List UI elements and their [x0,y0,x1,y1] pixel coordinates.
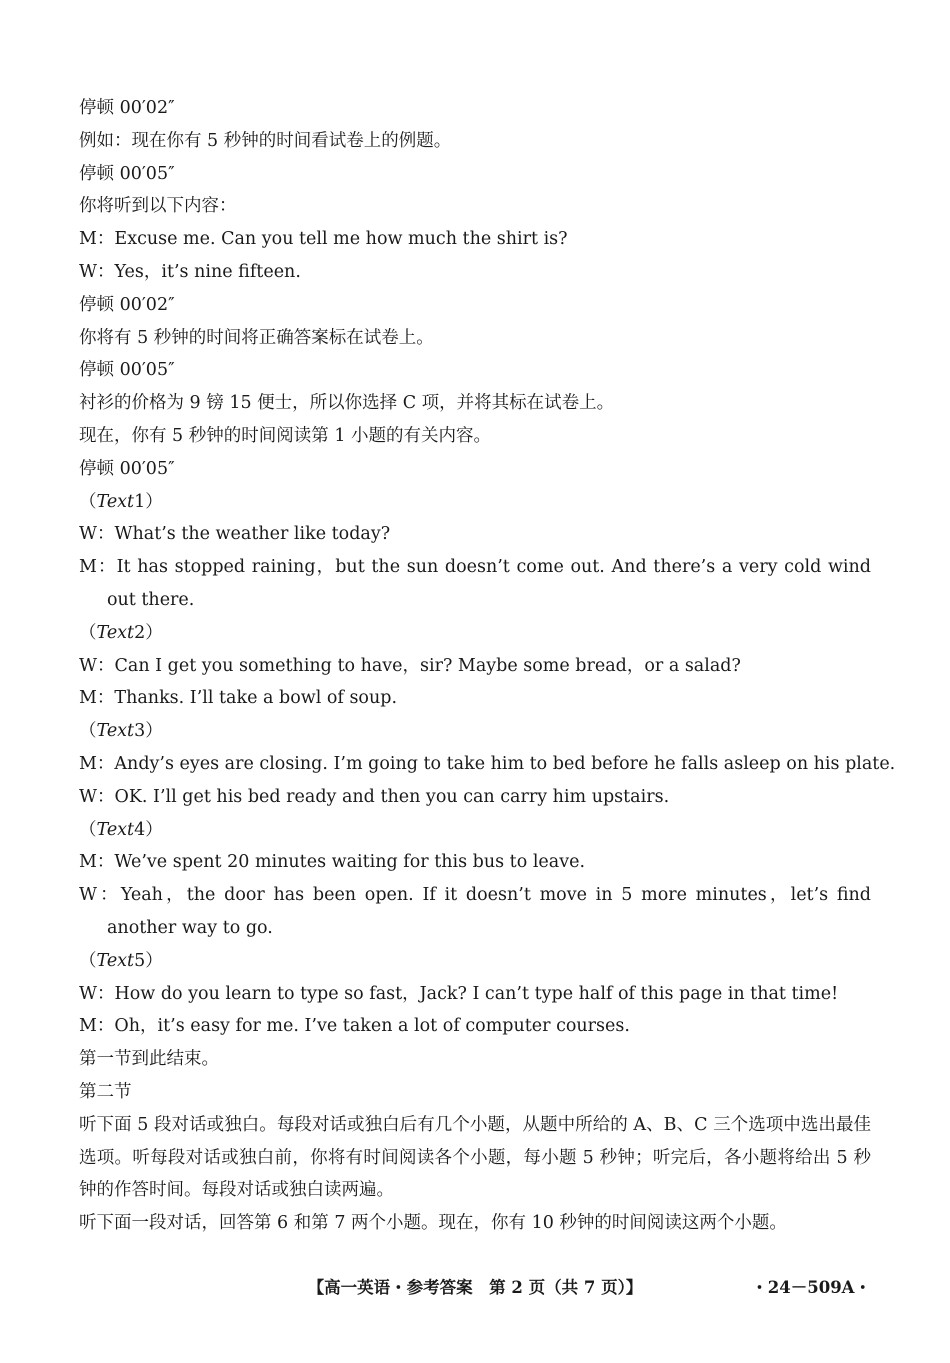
dialog-line [79,781,871,814]
text-line: 停顿 00′05″ [79,163,175,184]
speaker-separator: ： [97,655,115,676]
speaker-label: W [79,983,97,1004]
speaker-separator: ： [96,753,115,774]
speaker-label: W [79,885,97,906]
text-line: 第一节到此结束。 [79,1049,219,1070]
dialog-text: What’s the weather like today? [114,524,391,545]
speaker-separator: ： [96,229,115,250]
speaker-label: M [79,753,97,774]
dialog-line [79,748,896,781]
dialog-line [79,879,871,945]
text-section-label [79,617,871,650]
speaker-separator: ： [96,1016,115,1037]
dialog-text: How do you learn to type so fast，Jack? I can’t type half of this page in that time! [114,983,839,1004]
dialog-line [79,551,871,617]
dialog-text: Oh，it’s easy for me. I’ve taken a lot of computer courses. [114,1016,630,1037]
dialog-text: OK. I’ll get his bed ready and then you can carry him upstairs. [114,786,670,807]
dialog-text: Yes，it’s nine fifteen. [114,261,301,282]
text-line: 现在，你有 5 秒钟的时间阅读第 1 小题的有关内容。 [79,425,492,446]
dialog-wrap-body [79,551,871,617]
speaker-separator: ： [97,786,115,807]
dialog-line [79,1010,871,1043]
speaker-label: W [79,786,97,807]
speaker-separator: ： [96,852,115,873]
dialog-wrap-body [79,879,871,945]
text-label-num: 1 [134,491,146,512]
speaker-separator: ： [96,688,115,709]
text-label-label: Text [96,819,135,840]
dialog-text: Yeah，the door has been open. If it doesn’t move in 5 more minutes，let’s find another way to go. [107,885,871,938]
text-line: 第二节 [79,1081,132,1102]
speaker-label: W [79,261,97,282]
text-line: 停顿 00′05″ [79,360,175,381]
text-label-num: 2 [134,622,146,643]
speaker-separator: ： [97,524,115,545]
text-section-label [79,486,871,519]
instruction-paragraph: 听下面 5 段对话或独白。每段对话或独白后有几个小题，从题中所给的 A、B、C 三个选项中选出最佳选项。听每段对话或独白前，你将有时间阅读各个小题，每小题 5 秒钟；听完后，各小题将给出 5 秒钟的作答时间。每段对话或独白读两遍。 [79,1114,871,1201]
text-label-label: Text [96,491,135,512]
footer-page-info: 【高一英语・参考答案 第 2 页（共 7 页）】 [307,1278,643,1297]
dialog-text: Thanks. I’ll take a bowl of soup. [114,688,398,709]
speaker-label: W [79,524,97,545]
dialog-text: Excuse me. Can you tell me how much the shirt is? [114,229,568,250]
text-line: 你将听到以下内容： [79,196,237,217]
dialog-text: It has stopped raining，but the sun doesn’t come out. And there’s a very cold wind out there. [107,557,872,610]
text-label-label: Text [96,950,135,971]
text-section-label [79,814,871,847]
dialog-line [79,256,871,289]
text-line: 你将有 5 秒钟的时间将正确答案标在试卷上。 [79,327,434,348]
speaker-label: M [79,1016,97,1037]
text-label-num: 3 [134,721,146,742]
speaker-separator: ： [97,983,115,1004]
speaker-separator: ： [97,885,121,906]
dialog-line [79,978,871,1011]
speaker-separator: ： [97,261,115,282]
text-label-open: （ [79,622,97,643]
speaker-label: M [79,229,97,250]
text-line: 听下面一段对话，回答第 6 和第 7 两个小题。现在，你有 10 秒钟的时间阅读这两个小题。 [79,1213,787,1234]
text-label-open: （ [79,491,97,512]
page-footer [0,1275,950,1301]
dialog-line [79,846,871,879]
text-section-label [79,715,871,748]
text-label-open: （ [79,721,97,742]
text-label-close: ） [145,950,163,971]
dialog-text: Can I get you something to have，sir? Maybe some bread，or a salad? [114,655,741,676]
text-line: 衬衫的价格为 9 镑 15 便士，所以你选择 C 项，并将其标在试卷上。 [79,393,615,414]
dialog-line [79,223,871,256]
text-label-close: ） [145,721,163,742]
text-line: 停顿 00′02″ [79,98,175,118]
speaker-label: W [79,655,97,676]
text-label-label: Text [96,721,135,742]
speaker-separator: ： [96,557,117,578]
text-label-close: ） [145,819,163,840]
text-line: 停顿 00′05″ [79,458,175,479]
text-label-label: Text [96,622,135,643]
text-label-num: 5 [134,950,146,971]
page-content [79,92,896,1240]
text-section-label [79,945,871,978]
speaker-label: M [79,852,97,873]
dialog-text: Andy’s eyes are closing. I’m going to take him to bed before he falls asleep on his plate. [114,753,896,774]
dialog-line [79,682,871,715]
speaker-label: M [79,557,97,578]
text-label-close: ） [145,622,163,643]
text-line: 停顿 00′02″ [79,294,175,315]
text-label-open: （ [79,819,97,840]
text-label-num: 4 [134,819,146,840]
dialog-text: We’ve spent 20 minutes waiting for this bus to leave. [114,852,586,873]
footer-code: ・24－509A・ [751,1278,871,1297]
text-label-close: ） [145,491,163,512]
text-label-open: （ [79,950,97,971]
speaker-label: M [79,688,97,709]
dialog-line [79,518,871,551]
dialog-line [79,650,871,683]
text-line: 例如：现在你有 5 秒钟的时间看试卷上的例题。 [79,130,452,151]
